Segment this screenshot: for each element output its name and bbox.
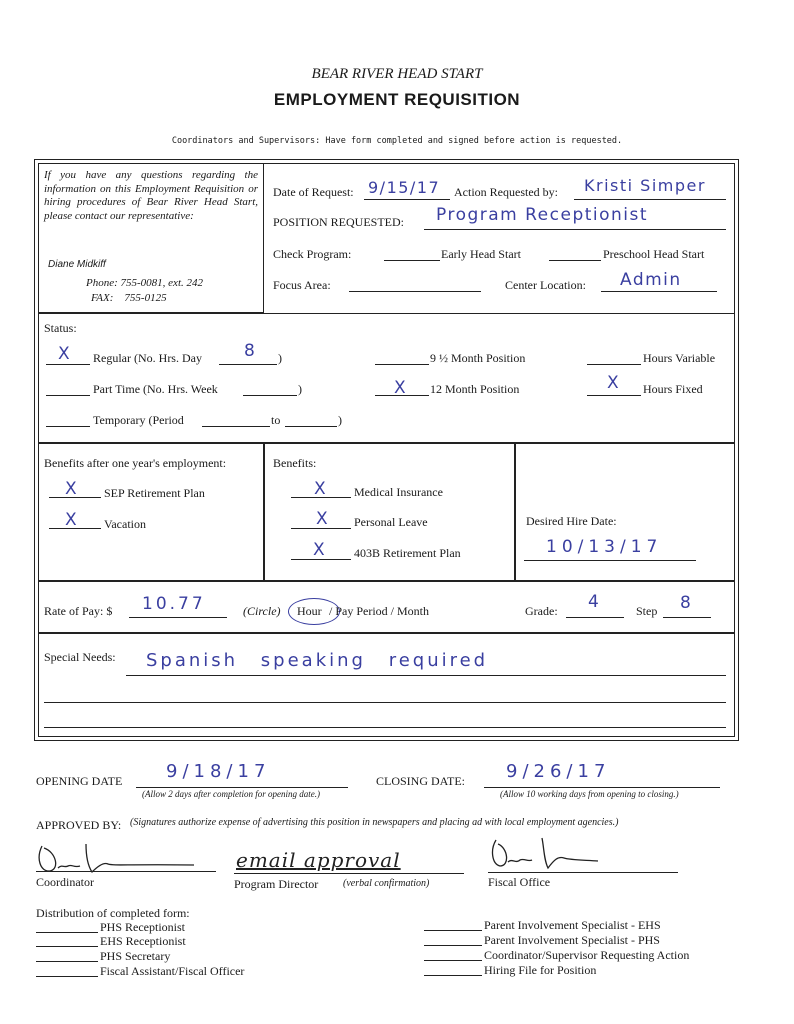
retirement-403b-mark[interactable]: X bbox=[313, 540, 325, 560]
action-requested-value[interactable]: Kristi Simper bbox=[584, 176, 706, 195]
center-location-value[interactable]: Admin bbox=[620, 270, 682, 290]
pay-period-month-options: / Pay Period / Month bbox=[329, 604, 430, 618]
special-needs-line-3 bbox=[44, 727, 726, 728]
twelve-month-mark[interactable]: X bbox=[394, 378, 406, 398]
dist-left-line[interactable] bbox=[36, 961, 98, 962]
program-director-signature[interactable]: email approval bbox=[236, 848, 401, 872]
rate-of-pay-label: Rate of Pay: $ bbox=[44, 604, 113, 618]
nine-half-label: 9 ½ Month Position bbox=[430, 351, 526, 365]
hours-variable-line[interactable] bbox=[587, 364, 641, 365]
temporary-to-line[interactable] bbox=[285, 426, 337, 427]
step-label: Step bbox=[636, 604, 658, 618]
program-director-label: Program Director bbox=[234, 877, 319, 891]
closing-date-line bbox=[484, 787, 720, 788]
fiscal-office-label: Fiscal Office bbox=[488, 875, 551, 889]
pay-circle-label: (Circle) bbox=[243, 604, 281, 618]
special-needs-line-2 bbox=[44, 702, 726, 703]
rate-of-pay-line bbox=[129, 617, 227, 618]
form-instruction: Coordinators and Supervisors: Have form completed and signed before action is requested. bbox=[171, 136, 623, 146]
dist-right-item: Parent Involvement Specialist - EHS bbox=[484, 918, 661, 932]
nine-half-line[interactable] bbox=[375, 364, 429, 365]
temporary-label: Temporary (Period bbox=[93, 413, 184, 427]
part-time-line[interactable] bbox=[46, 395, 90, 396]
grade-line bbox=[566, 617, 624, 618]
closing-date-note: (Allow 10 working days from opening to closing.) bbox=[500, 789, 679, 799]
desired-hire-line bbox=[524, 560, 696, 561]
dist-right-item: Coordinator/Supervisor Requesting Action bbox=[484, 948, 690, 962]
special-needs-value[interactable]: Spanish speaking required bbox=[146, 650, 489, 671]
date-of-request-line bbox=[364, 199, 450, 200]
dist-right-line[interactable] bbox=[424, 930, 482, 931]
grade-label: Grade: bbox=[525, 604, 558, 618]
position-requested-value[interactable]: Program Receptionist bbox=[436, 205, 649, 225]
check-program-label: Check Program: bbox=[273, 247, 352, 261]
contact-fax: FAX: 755-0125 bbox=[91, 292, 167, 304]
dist-right-line[interactable] bbox=[424, 975, 482, 976]
dist-left-item: PHS Secretary bbox=[100, 949, 171, 963]
part-time-hours-line[interactable] bbox=[243, 395, 297, 396]
medical-mark[interactable]: X bbox=[314, 479, 326, 499]
date-of-request-label: Date of Request: bbox=[273, 185, 354, 199]
part-time-label: Part Time (No. Hrs. Week bbox=[93, 382, 218, 396]
personal-leave-label: Personal Leave bbox=[354, 515, 428, 529]
coordinator-label: Coordinator bbox=[36, 875, 94, 889]
sep-label: SEP Retirement Plan bbox=[104, 486, 205, 500]
benefits-after-label: Benefits after one year's employment: bbox=[44, 456, 227, 470]
distribution-label: Distribution of completed form: bbox=[36, 906, 190, 920]
position-requested-label: POSITION REQUESTED: bbox=[273, 215, 404, 229]
contact-text: If you have any questions regarding the information on this Employment Requisition or hiring procedures of Bear River Head Start, please contact our representative: bbox=[44, 169, 258, 222]
hours-fixed-line bbox=[587, 395, 641, 396]
temporary-line[interactable] bbox=[46, 426, 90, 427]
focus-area-label: Focus Area: bbox=[273, 278, 331, 292]
opening-date-value[interactable]: 9/18/17 bbox=[166, 761, 271, 782]
program-director-line bbox=[234, 873, 464, 874]
grade-value[interactable]: 4 bbox=[588, 592, 601, 612]
program-director-note: (verbal confirmation) bbox=[343, 878, 430, 889]
dist-left-item: PHS Receptionist bbox=[100, 920, 186, 934]
fiscal-office-signature[interactable] bbox=[486, 834, 606, 876]
coordinator-line bbox=[36, 871, 216, 872]
vacation-mark[interactable]: X bbox=[65, 510, 77, 530]
regular-mark[interactable]: X bbox=[58, 344, 70, 364]
hours-fixed-mark[interactable]: X bbox=[607, 373, 619, 393]
closing-date-value[interactable]: 9/26/17 bbox=[506, 761, 611, 782]
dist-left-item: Fiscal Assistant/Fiscal Officer bbox=[100, 964, 245, 978]
regular-hours-value[interactable]: 8 bbox=[244, 341, 257, 361]
personal-leave-mark[interactable]: X bbox=[316, 509, 328, 529]
hour-option: Hour bbox=[297, 604, 322, 618]
focus-area-line[interactable] bbox=[349, 291, 481, 292]
coordinator-signature[interactable] bbox=[34, 838, 204, 880]
early-head-start-option: Early Head Start bbox=[441, 247, 521, 261]
special-needs-label: Special Needs: bbox=[44, 650, 116, 664]
approved-by-label: APPROVED BY: bbox=[36, 818, 122, 832]
action-requested-label: Action Requested by: bbox=[454, 185, 558, 199]
hours-fixed-label: Hours Fixed bbox=[643, 382, 703, 396]
desired-hire-label: Desired Hire Date: bbox=[526, 514, 617, 528]
hours-variable-label: Hours Variable bbox=[643, 351, 716, 365]
opening-date-note: (Allow 2 days after completion for opening date.) bbox=[142, 789, 320, 799]
temporary-to-label: to bbox=[271, 413, 281, 427]
dist-left-line[interactable] bbox=[36, 976, 98, 977]
dist-left-line[interactable] bbox=[36, 946, 98, 947]
special-needs-line-1 bbox=[126, 675, 726, 676]
retirement-403b-label: 403B Retirement Plan bbox=[354, 546, 461, 560]
preschool-head-start-line[interactable] bbox=[549, 260, 601, 261]
dist-right-item: Hiring File for Position bbox=[484, 963, 597, 977]
date-of-request-value[interactable]: 9/15/17 bbox=[368, 178, 441, 197]
early-head-start-line[interactable] bbox=[384, 260, 440, 261]
temporary-from-line[interactable] bbox=[202, 426, 270, 427]
special-needs-section bbox=[38, 633, 735, 737]
contact-phone: Phone: 755-0081, ext. 242 bbox=[86, 277, 203, 289]
regular-close-paren: ) bbox=[278, 351, 282, 365]
action-requested-line bbox=[574, 199, 726, 200]
dist-left-line[interactable] bbox=[36, 932, 98, 933]
sep-mark[interactable]: X bbox=[65, 479, 77, 499]
regular-hours-line bbox=[219, 364, 277, 365]
center-location-label: Center Location: bbox=[505, 278, 586, 292]
medical-label: Medical Insurance bbox=[354, 485, 443, 499]
dist-left-item: EHS Receptionist bbox=[100, 934, 186, 948]
rate-of-pay-value[interactable]: 10.77 bbox=[142, 594, 206, 614]
form-title: EMPLOYMENT REQUISITION bbox=[273, 90, 521, 109]
desired-hire-value[interactable]: 10/13/17 bbox=[546, 537, 663, 557]
step-line bbox=[663, 617, 711, 618]
twelve-month-label: 12 Month Position bbox=[430, 382, 520, 396]
regular-line bbox=[46, 364, 90, 365]
fiscal-office-line bbox=[488, 872, 678, 873]
dist-right-item: Parent Involvement Specialist - PHS bbox=[484, 933, 660, 947]
approved-by-note: (Signatures authorize expense of advertising this position in newspapers and placing ad with local employment agencies.) bbox=[130, 817, 619, 828]
vacation-label: Vacation bbox=[104, 517, 146, 531]
contact-name: Diane Midkiff bbox=[48, 259, 106, 270]
step-value[interactable]: 8 bbox=[680, 593, 693, 613]
part-time-close-paren: ) bbox=[298, 382, 302, 396]
opening-date-label: OPENING DATE bbox=[36, 774, 123, 788]
benefits-label: Benefits: bbox=[273, 456, 317, 470]
org-name: BEAR RIVER HEAD START bbox=[311, 66, 483, 82]
opening-date-line bbox=[136, 787, 348, 788]
dist-right-line[interactable] bbox=[424, 945, 482, 946]
preschool-head-start-option: Preschool Head Start bbox=[603, 247, 705, 261]
status-label: Status: bbox=[44, 321, 77, 335]
position-requested-line bbox=[424, 229, 726, 230]
closing-date-label: CLOSING DATE: bbox=[376, 774, 465, 788]
regular-label: Regular (No. Hrs. Day bbox=[93, 351, 202, 365]
dist-right-line[interactable] bbox=[424, 960, 482, 961]
temporary-close-paren: ) bbox=[338, 413, 342, 427]
center-location-line bbox=[601, 291, 717, 292]
